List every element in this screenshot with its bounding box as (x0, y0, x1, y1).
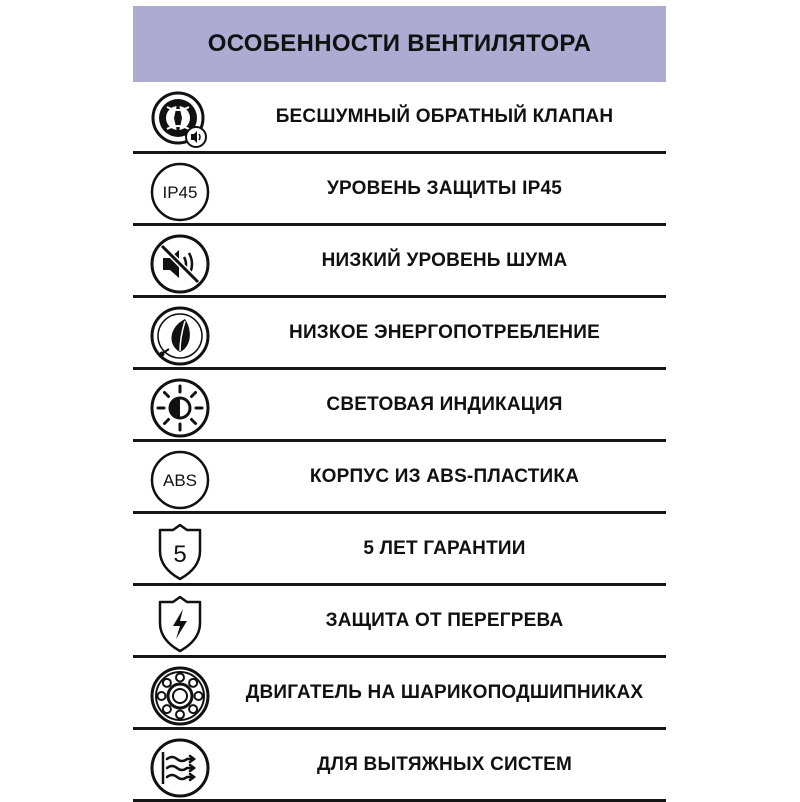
feature-row (133, 658, 666, 730)
silent-check-valve-icon (149, 89, 211, 151)
feature-label: УРОВЕНЬ ЗАЩИТЫ IP45 (326, 177, 563, 199)
feature-row (133, 298, 666, 370)
features-card (133, 6, 666, 794)
feature-row (133, 370, 666, 442)
feature-label: НИЗКИЙ УРОВЕНЬ ШУМА (321, 249, 568, 271)
feature-row (133, 82, 666, 154)
feature-label: ЗАЩИТА ОТ ПЕРЕГРЕВА (325, 609, 564, 631)
abs-icon (149, 449, 211, 511)
feature-list (133, 82, 666, 802)
feature-label: ДВИГАТЕЛЬ НА ШАРИКОПОДШИПНИКАХ (245, 681, 644, 703)
light-indicator-icon (149, 377, 211, 439)
feature-label: СВЕТОВАЯ ИНДИКАЦИЯ (326, 393, 563, 415)
feature-row (133, 514, 666, 586)
abs-icon-text: ABS (162, 471, 198, 490)
leaf-plug-icon (149, 305, 211, 367)
feature-label: НИЗКОЕ ЭНЕРГОПОТРЕБЛЕНИЕ (289, 321, 600, 343)
feature-label: 5 ЛЕТ ГАРАНТИИ (363, 537, 526, 559)
header-banner (133, 6, 666, 82)
feature-row (133, 586, 666, 658)
ip45-icon-text: IP45 (162, 183, 198, 202)
shield-lightning-icon (149, 593, 211, 655)
shield-five-icon-text: 5 (173, 541, 187, 568)
feature-row (133, 730, 666, 802)
page-title: ОСОБЕННОСТИ ВЕНТИЛЯТОРА (207, 30, 592, 57)
feature-row (133, 154, 666, 226)
muted-speaker-icon (149, 233, 211, 295)
feature-label: БЕСШУМНЫЙ ОБРАТНЫЙ КЛАПАН (275, 105, 614, 127)
ball-bearing-icon (149, 665, 211, 727)
air-flow-icon (149, 737, 211, 799)
feature-label: ДЛЯ ВЫТЯЖНЫХ СИСТЕМ (316, 753, 573, 775)
ip45-icon (149, 161, 211, 223)
feature-label: КОРПУС ИЗ ABS-ПЛАСТИКА (309, 465, 580, 487)
feature-row (133, 226, 666, 298)
feature-row (133, 442, 666, 514)
shield-five-icon (149, 521, 211, 583)
